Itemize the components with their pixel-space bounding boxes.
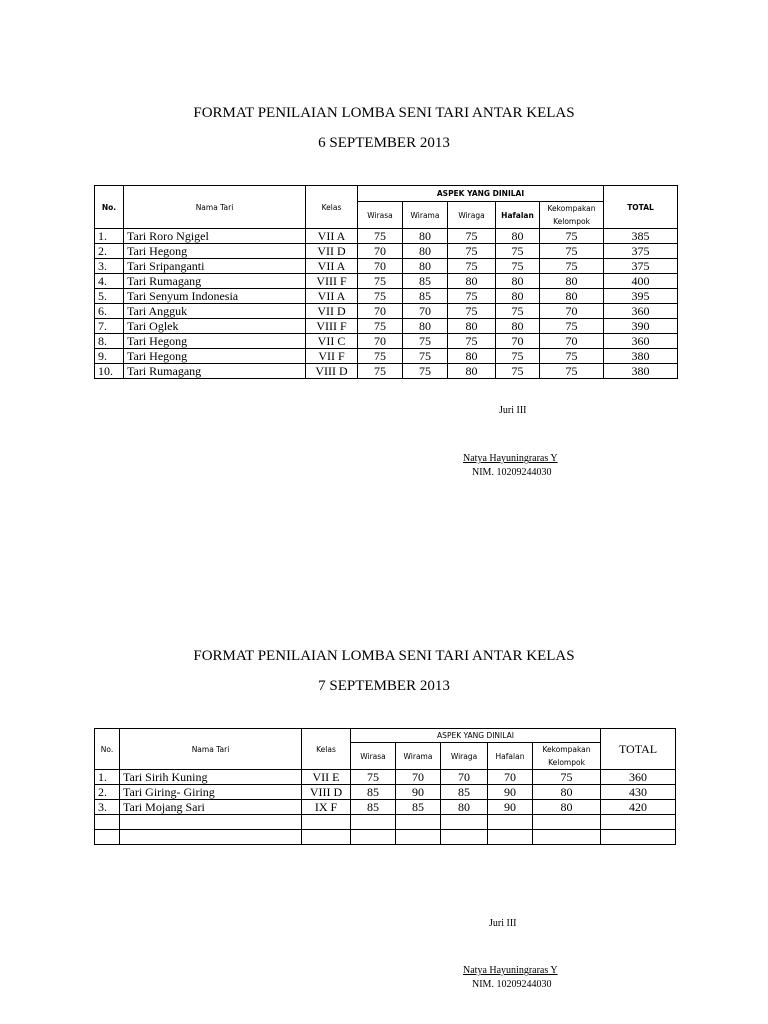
juri-name: Natya Hayuningraras Y — [463, 965, 558, 976]
table-row — [95, 785, 676, 800]
cell-wirasa: 70 — [358, 334, 403, 349]
table-row — [95, 800, 676, 815]
table-row — [95, 229, 678, 244]
cell-no: 7. — [95, 319, 124, 334]
cell-kelas — [302, 830, 351, 845]
cell-wirama: 75 — [403, 349, 448, 364]
cell-nama-tari: Tari Angguk — [124, 304, 306, 319]
cell-wiraga: 80 — [448, 364, 496, 379]
header-hafalan: Hafalan — [496, 202, 540, 229]
table-row — [95, 244, 678, 259]
cell-total: 430 — [601, 785, 676, 800]
cell-total — [601, 815, 676, 830]
header-nama-tari: Nama Tari — [120, 729, 302, 770]
cell-kekompakan: 75 — [533, 770, 601, 785]
cell-total: 375 — [604, 244, 678, 259]
cell-wirasa: 70 — [358, 244, 403, 259]
cell-nama-tari: Tari Giring- Giring — [120, 785, 302, 800]
cell-wirama: 85 — [403, 289, 448, 304]
cell-hafalan: 75 — [496, 349, 540, 364]
cell-total: 395 — [604, 289, 678, 304]
cell-wirasa: 85 — [351, 785, 396, 800]
table-row — [95, 815, 676, 830]
cell-hafalan: 80 — [496, 319, 540, 334]
cell-nama-tari: Tari Hegong — [124, 334, 306, 349]
table-row — [95, 770, 676, 785]
header-kelas: Kelas — [302, 729, 351, 770]
cell-total: 420 — [601, 800, 676, 815]
cell-wirasa: 75 — [358, 319, 403, 334]
cell-nama-tari: Tari Mojang Sari — [120, 800, 302, 815]
header-wiraga: Wiraga — [441, 743, 488, 770]
cell-wirasa: 70 — [358, 259, 403, 274]
cell-wirasa: 75 — [358, 229, 403, 244]
cell-no: 2. — [95, 244, 124, 259]
cell-kelas: VII F — [306, 349, 358, 364]
cell-wirama: 80 — [403, 319, 448, 334]
cell-hafalan: 75 — [496, 304, 540, 319]
cell-no: 2. — [95, 785, 120, 800]
table-row — [95, 259, 678, 274]
cell-kelas — [302, 815, 351, 830]
juri-label: Juri III — [499, 405, 527, 416]
cell-wirasa: 75 — [358, 289, 403, 304]
cell-kelas: VII D — [306, 304, 358, 319]
cell-wiraga: 80 — [448, 349, 496, 364]
cell-wirasa: 75 — [358, 274, 403, 289]
cell-no — [95, 830, 120, 845]
cell-kekompakan: 75 — [540, 259, 604, 274]
table-body — [95, 229, 678, 379]
cell-nama-tari: Tari Senyum Indonesia — [124, 289, 306, 304]
cell-wirama: 80 — [403, 244, 448, 259]
table-row — [95, 334, 678, 349]
cell-hafalan: 90 — [488, 800, 533, 815]
header-wirasa: Wirasa — [351, 743, 396, 770]
cell-wirasa: 75 — [351, 770, 396, 785]
cell-kekompakan: 70 — [540, 304, 604, 319]
cell-kelas: IX F — [302, 800, 351, 815]
cell-total: 360 — [601, 770, 676, 785]
cell-wirasa: 75 — [358, 349, 403, 364]
cell-wiraga: 85 — [441, 785, 488, 800]
cell-wiraga — [441, 815, 488, 830]
cell-total: 380 — [604, 349, 678, 364]
cell-total — [601, 830, 676, 845]
cell-wirama: 90 — [396, 785, 441, 800]
cell-no: 3. — [95, 259, 124, 274]
cell-kekompakan: 75 — [540, 244, 604, 259]
cell-kekompakan: 80 — [540, 289, 604, 304]
table-row — [95, 349, 678, 364]
cell-wirama: 85 — [396, 800, 441, 815]
cell-nama-tari — [120, 815, 302, 830]
header-wirama: Wirama — [396, 743, 441, 770]
cell-kekompakan: 75 — [540, 319, 604, 334]
cell-wirama: 70 — [396, 770, 441, 785]
cell-kelas: VII A — [306, 229, 358, 244]
juri-name: Natya Hayuningraras Y — [463, 453, 558, 464]
cell-kekompakan: 75 — [540, 364, 604, 379]
header-wirama: Wirama — [403, 202, 448, 229]
cell-hafalan: 90 — [488, 785, 533, 800]
cell-no: 4. — [95, 274, 124, 289]
cell-kekompakan: 75 — [540, 349, 604, 364]
score-table — [94, 185, 678, 379]
cell-wirama: 70 — [403, 304, 448, 319]
cell-no — [95, 815, 120, 830]
cell-no: 8. — [95, 334, 124, 349]
cell-kekompakan — [533, 830, 601, 845]
table-row — [95, 304, 678, 319]
table-row — [95, 364, 678, 379]
table-row — [95, 289, 678, 304]
cell-hafalan — [488, 830, 533, 845]
cell-wiraga: 80 — [441, 800, 488, 815]
date-heading: 7 SEPTEMBER 2013 — [318, 678, 450, 694]
header-no: No. — [95, 186, 124, 229]
table-body — [95, 770, 676, 845]
cell-hafalan: 70 — [488, 770, 533, 785]
cell-kekompakan: 80 — [533, 800, 601, 815]
cell-no: 1. — [95, 770, 120, 785]
cell-nama-tari: Tari Sripanganti — [124, 259, 306, 274]
cell-total: 390 — [604, 319, 678, 334]
header-total: TOTAL — [604, 186, 678, 229]
header-wiraga: Wiraga — [448, 202, 496, 229]
table-row — [95, 274, 678, 289]
cell-nama-tari: Tari Rumagang — [124, 364, 306, 379]
header-aspek: ASPEK YANG DINILAI — [351, 729, 601, 743]
cell-wiraga: 70 — [441, 770, 488, 785]
cell-wirama — [396, 830, 441, 845]
cell-hafalan: 75 — [496, 244, 540, 259]
header-hafalan: Hafalan — [488, 743, 533, 770]
page-title: FORMAT PENILAIAN LOMBA SENI TARI ANTAR KELAS — [193, 105, 575, 121]
cell-kekompakan: 80 — [540, 274, 604, 289]
cell-nama-tari — [120, 830, 302, 845]
cell-kelas: VII C — [306, 334, 358, 349]
header-kekompakan: Kekompakan Kelompok — [540, 202, 604, 229]
cell-hafalan: 80 — [496, 274, 540, 289]
cell-hafalan: 70 — [496, 334, 540, 349]
page-title: FORMAT PENILAIAN LOMBA SENI TARI ANTAR KELAS — [193, 648, 575, 664]
cell-wiraga: 75 — [448, 289, 496, 304]
header-aspek: ASPEK YANG DINILAI — [358, 186, 604, 202]
cell-wirasa — [351, 815, 396, 830]
cell-no: 9. — [95, 349, 124, 364]
cell-wiraga: 75 — [448, 334, 496, 349]
cell-wiraga: 75 — [448, 229, 496, 244]
cell-wiraga — [441, 830, 488, 845]
cell-wirama: 85 — [403, 274, 448, 289]
table-row — [95, 830, 676, 845]
cell-total: 385 — [604, 229, 678, 244]
cell-nama-tari: Tari Hegong — [124, 349, 306, 364]
cell-nama-tari: Tari Sirih Kuning — [120, 770, 302, 785]
cell-kelas: VII A — [306, 289, 358, 304]
cell-total: 375 — [604, 259, 678, 274]
table-row — [95, 319, 678, 334]
cell-wiraga: 75 — [448, 304, 496, 319]
cell-total: 380 — [604, 364, 678, 379]
cell-wirasa: 75 — [358, 364, 403, 379]
cell-kelas: VII E — [302, 770, 351, 785]
cell-wirasa: 70 — [358, 304, 403, 319]
cell-wirama: 80 — [403, 259, 448, 274]
cell-hafalan — [488, 815, 533, 830]
header-kekompakan: Kekompakan Kelompok — [533, 743, 601, 770]
cell-no: 3. — [95, 800, 120, 815]
cell-wirasa: 85 — [351, 800, 396, 815]
cell-hafalan: 80 — [496, 229, 540, 244]
juri-nim: NIM. 10209244030 — [472, 467, 552, 478]
cell-kelas: VII D — [306, 244, 358, 259]
cell-kekompakan: 75 — [540, 229, 604, 244]
cell-nama-tari: Tari Roro Ngigel — [124, 229, 306, 244]
cell-nama-tari: Tari Oglek — [124, 319, 306, 334]
cell-total: 360 — [604, 304, 678, 319]
cell-nama-tari: Tari Hegong — [124, 244, 306, 259]
date-heading: 6 SEPTEMBER 2013 — [318, 135, 450, 151]
cell-total: 400 — [604, 274, 678, 289]
cell-nama-tari: Tari Rumagang — [124, 274, 306, 289]
cell-kekompakan — [533, 815, 601, 830]
juri-nim: NIM. 10209244030 — [472, 979, 552, 990]
header-total: TOTAL — [601, 729, 676, 770]
cell-kelas: VIII F — [306, 319, 358, 334]
cell-wirama — [396, 815, 441, 830]
cell-hafalan: 80 — [496, 289, 540, 304]
cell-kelas: VIII F — [306, 274, 358, 289]
header-nama-tari: Nama Tari — [124, 186, 306, 229]
cell-kekompakan: 70 — [540, 334, 604, 349]
cell-no: 5. — [95, 289, 124, 304]
cell-hafalan: 75 — [496, 364, 540, 379]
cell-wiraga: 80 — [448, 274, 496, 289]
header-no: No. — [95, 729, 120, 770]
cell-wirasa — [351, 830, 396, 845]
cell-no: 10. — [95, 364, 124, 379]
cell-wiraga: 75 — [448, 244, 496, 259]
juri-label: Juri III — [489, 918, 517, 929]
cell-wirama: 75 — [403, 364, 448, 379]
cell-no: 6. — [95, 304, 124, 319]
cell-kelas: VII A — [306, 259, 358, 274]
cell-wiraga: 75 — [448, 259, 496, 274]
cell-total: 360 — [604, 334, 678, 349]
cell-kelas: VIII D — [306, 364, 358, 379]
cell-wiraga: 80 — [448, 319, 496, 334]
cell-kelas: VIII D — [302, 785, 351, 800]
cell-no: 1. — [95, 229, 124, 244]
cell-wirama: 80 — [403, 229, 448, 244]
cell-hafalan: 75 — [496, 259, 540, 274]
score-table — [94, 728, 676, 845]
header-wirasa: Wirasa — [358, 202, 403, 229]
cell-wirama: 75 — [403, 334, 448, 349]
cell-kekompakan: 80 — [533, 785, 601, 800]
header-kelas: Kelas — [306, 186, 358, 229]
